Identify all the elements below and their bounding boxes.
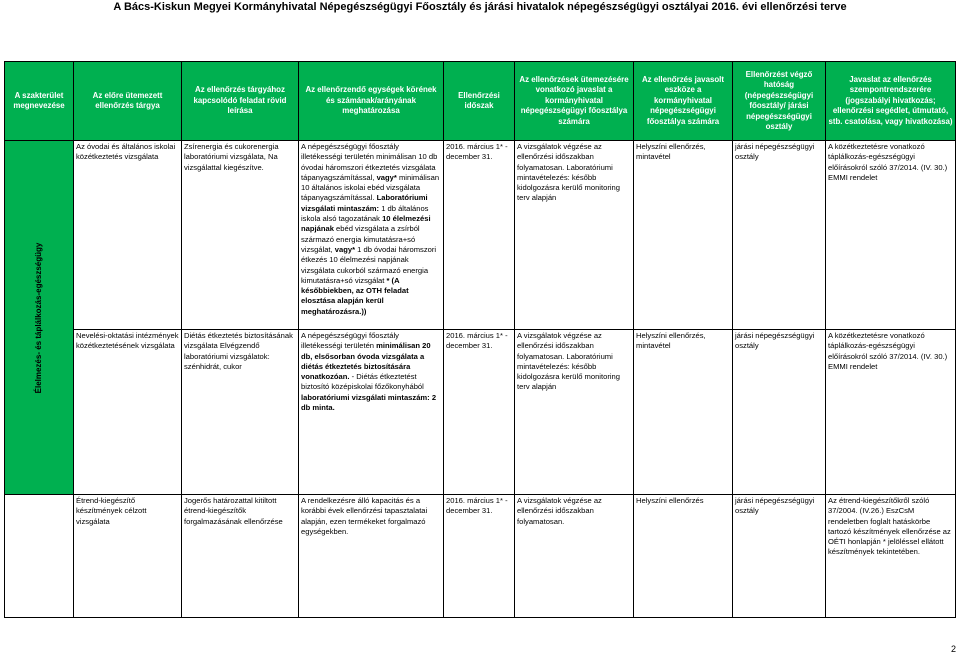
scope-cell: A rendelkezésre álló kapacitás és a korábbi évek ellenőrzési tapasztalatai alapján, ezen termékeket forgalmazó egységekben. bbox=[299, 495, 444, 618]
scope-text-bold: laboratóriumi vizsgálati mintaszám: 2 db minta. bbox=[301, 392, 437, 413]
scope-text-bold: minimálisan 20 db, elsősorban óvoda vizsgálata a diétás étkeztetés biztosítására vonatkozóan. bbox=[301, 341, 431, 382]
authority-cell: járási népegészségügyi osztály bbox=[733, 141, 826, 330]
category-label: Élelmezés- és táplálkozás-egészségügy bbox=[33, 242, 43, 393]
scope-text: - Diétás étkeztetést biztosító középiskolai főzőkonyhából bbox=[301, 372, 424, 392]
scope-text-bold: 10 élelmezési napjának bbox=[301, 214, 431, 234]
category-cell-empty bbox=[5, 495, 74, 618]
period-cell: 2016. március 1* - december 31. bbox=[444, 330, 515, 495]
task-cell: Jogerős határozattal kitiltott étrend-kiegészítők forgalmazásának ellenőrzése bbox=[182, 495, 299, 618]
criteria-cell: Az étrend-kiegészítőkről szóló 37/2004. (IV.26.) EszCsM rendeletben foglalt hatáskörbe tartozó készítmények ellenőrzése az OÉTI honlapján * jelöléssel ellátott készítmények tekintetében. bbox=[826, 495, 956, 618]
header-cell: Az előre ütemezett ellenőrzés tárgya bbox=[74, 62, 182, 141]
scope-text-bold: vagy* bbox=[334, 244, 356, 254]
period-cell: 2016. március 1* - december 31. bbox=[444, 495, 515, 618]
header-cell: Ellenőrzési időszak bbox=[444, 62, 515, 141]
period-cell: 2016. március 1* - december 31. bbox=[444, 141, 515, 330]
schedule-cell: A vizsgálatok végzése az ellenőrzési időszakban folyamatosan. Laboratóriumi mintavételezés: később kidolgozásra kerülő monitoring terv alapján bbox=[515, 330, 634, 495]
header-cell: A szakterület megnevezése bbox=[5, 62, 74, 141]
task-cell: Diétás étkeztetés biztosításának vizsgálata Elvégzendő laboratóriumi vizsgálatok: szénhidrát, cukor bbox=[182, 330, 299, 495]
scope-text: 1 db általános iskola alsó tagozatának bbox=[301, 203, 429, 224]
authority-cell: járási népegészségügyi osztály bbox=[733, 330, 826, 495]
tool-cell: Helyszíni ellenőrzés bbox=[634, 495, 733, 618]
subject-cell: Nevelési-oktatási intézmények közétkeztetésének vizsgálata bbox=[74, 330, 182, 495]
scope-cell bbox=[299, 141, 444, 330]
authority-cell: járási népegészségügyi osztály bbox=[733, 495, 826, 618]
header-cell: Javaslat az ellenőrzés szempontrendszerére (jogszabályi hivatkozás; ellenőrzési segédlet, útmutató, stb. csatolása, vagy hivatkozása) bbox=[826, 62, 956, 141]
header-row bbox=[5, 62, 956, 141]
table-row bbox=[5, 330, 956, 495]
header-cell: Az ellenőrzendő egységek körének és számának/arányának meghatározása bbox=[299, 62, 444, 141]
task-cell: Zsírenergia és cukorenergia laboratóriumi vizsgálata, Na vizsgálattal kiegészítve. bbox=[182, 141, 299, 330]
criteria-cell: A közétkeztetésre vonatkozó táplálkozás-egészségügyi előírásokról szóló 37/2014. (IV. 30.) EMMI rendelet bbox=[826, 141, 956, 330]
tool-cell: Helyszíni ellenőrzés, mintavétel bbox=[634, 330, 733, 495]
page-number: 2 bbox=[950, 644, 956, 654]
header-cell: Az ellenőrzés javasolt eszköze a kormányhivatal népegészségügyi főosztálya számára bbox=[634, 62, 733, 141]
header-cell: Az ellenőrzések ütemezésére vonatkozó javaslat a kormányhivatal népegészségügyi főosztálya számára bbox=[515, 62, 634, 141]
scope-text: 1 db óvodai háromszori étkezés 10 élelmezési napjának vizsgálata cukorból származó energia kimutatásra+só vizsgálat bbox=[301, 244, 437, 285]
schedule-cell: A vizsgálatok végzése az ellenőrzési időszakban folyamatosan. Laboratóriumi mintavételezés: később kidolgozásra kerülő monitoring terv alapján bbox=[515, 141, 634, 330]
table-row bbox=[5, 495, 956, 618]
table-row bbox=[5, 141, 956, 330]
criteria-cell: A közétkeztetésre vonatkozó táplálkozás-egészségügyi előírásokról szóló 37/2014. (IV. 30.) EMMI rendelet bbox=[826, 330, 956, 495]
scope-cell bbox=[299, 330, 444, 495]
scope-text-bold: * (A későbbiekben, az OTH feladat elosztása alapján kerül meghatározásra.)) bbox=[301, 275, 409, 316]
inspection-plan-table bbox=[4, 61, 956, 618]
scope-text: minimálisan 10 általános iskolai ebéd vizsgálata tápanyagszámítással. bbox=[301, 172, 440, 203]
scope-text-bold: vagy* bbox=[376, 172, 397, 182]
page-title: A Bács-Kiskun Megyei Kormányhivatal Népegészségügyi Főosztály és járási hivatalok népegészségügyi osztályai 2016. évi ellenőrzési terve bbox=[113, 1, 847, 13]
tool-cell: Helyszíni ellenőrzés, mintavétel bbox=[634, 141, 733, 330]
scope-text: ebéd vizsgálata a zsírból származó energia kimutatásra+só vizsgálat, bbox=[301, 224, 420, 254]
scope-text-bold: Laboratóriumi vizsgálati mintaszám: bbox=[301, 193, 428, 213]
subject-cell: Az óvodai és általános iskolai közétkeztetés vizsgálata bbox=[74, 141, 182, 330]
header-cell: Ellenőrzést végző hatóság (népegészségügyi főosztály/ járási népegészségügyi osztály bbox=[733, 62, 826, 141]
header-cell: Az ellenőrzés tárgyához kapcsolódó feladat rövid leírása bbox=[182, 62, 299, 141]
scope-text: A népegészségügyi főosztály illetékességi területén minimálisan 10 db óvodai háromszori étkeztetés vizsgálata tápanyagszámítással, bbox=[301, 142, 438, 182]
category-cell bbox=[5, 141, 74, 495]
scope-text: A népegészségügyi főosztály illetékességi területén bbox=[301, 331, 399, 351]
subject-cell: Étrend-kiegészítő készítmények célzott vizsgálata bbox=[74, 495, 182, 618]
schedule-cell: A vizsgálatok végzése az ellenőrzési időszakban folyamatosan. bbox=[515, 495, 634, 618]
